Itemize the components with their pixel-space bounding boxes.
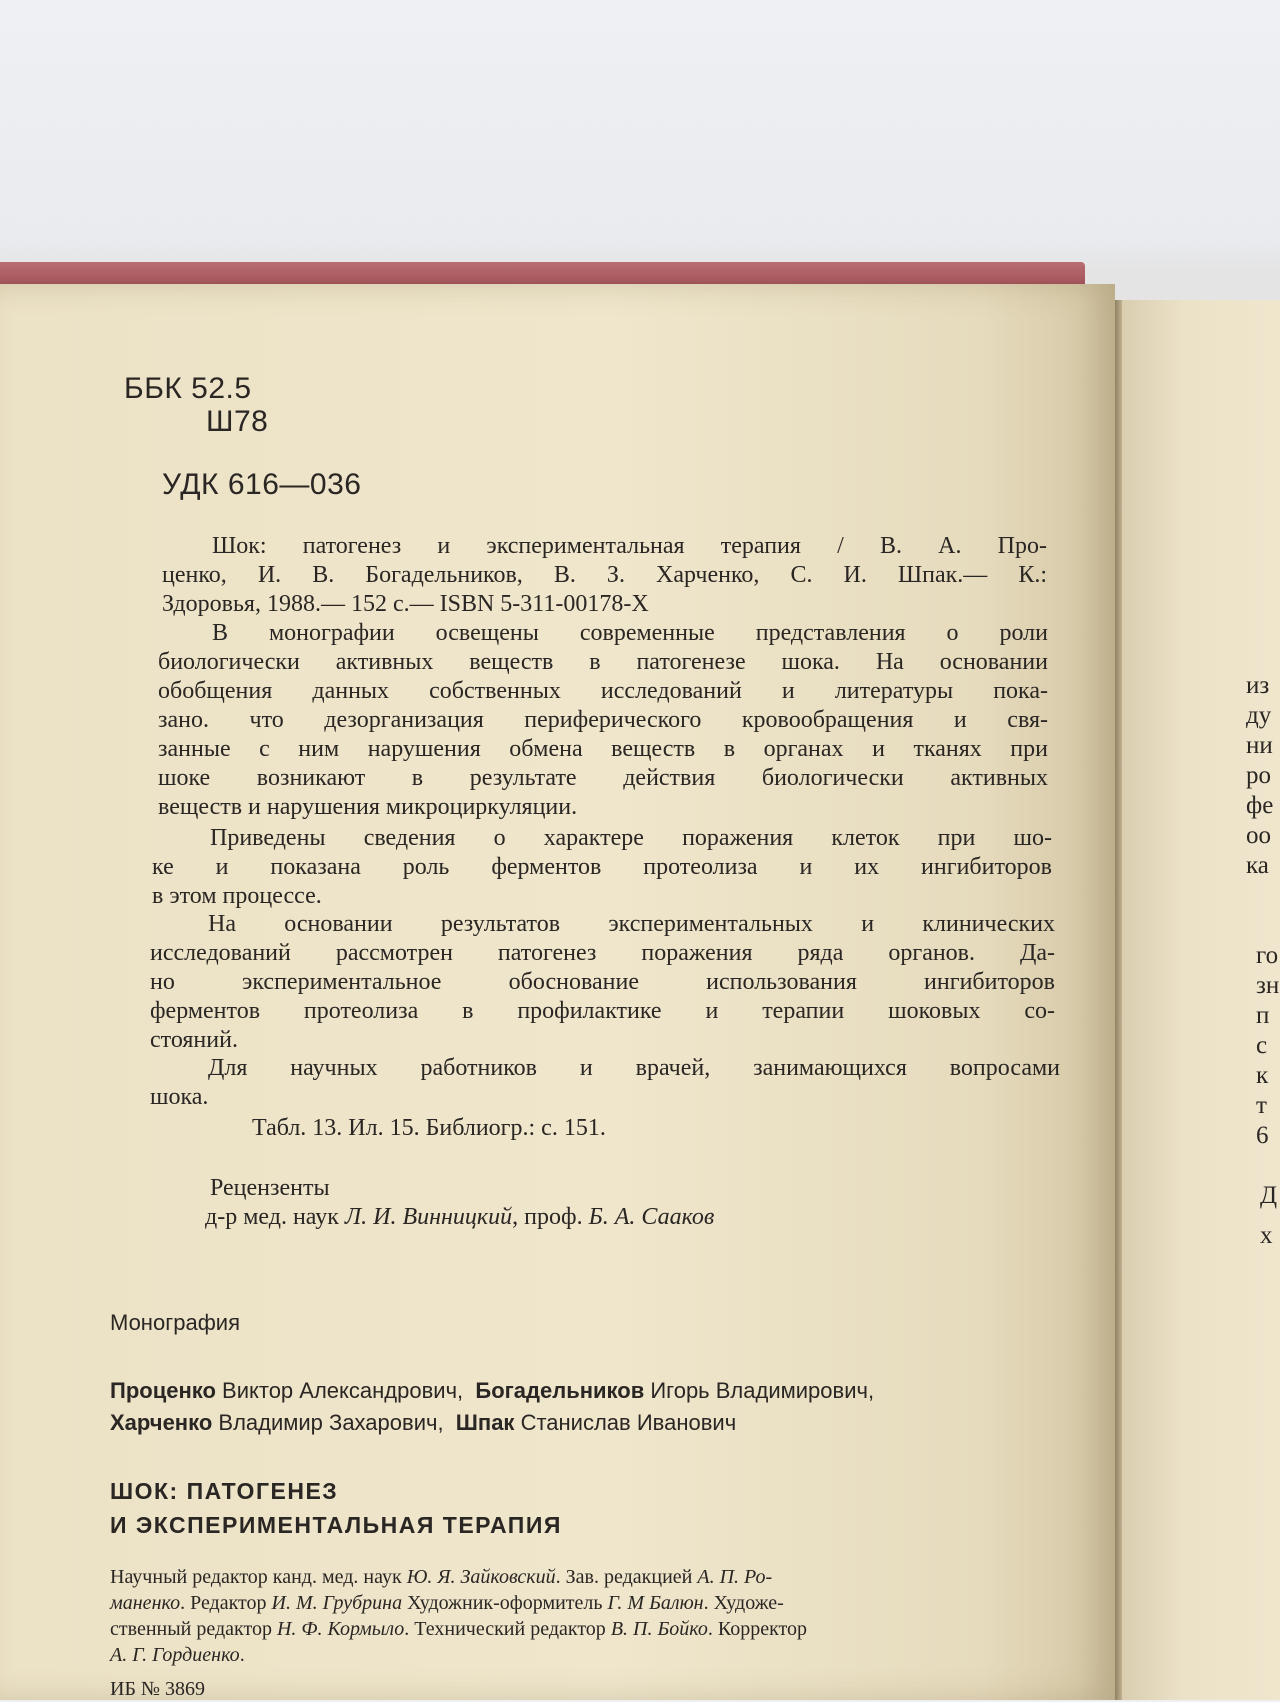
abstract-line: шоке возникают в результате действия биологически активных — [158, 765, 1048, 791]
editor-name: В. П. Бойко — [610, 1618, 708, 1640]
abstract-line: исследований рассмотрен патогенез поражения ряда органов. Да- — [150, 940, 1055, 966]
editors-line-1 — [110, 1564, 1110, 1590]
right-page-fragment: фе — [1246, 792, 1274, 819]
tables-figures-line: Табл. 13. Ил. 15. Библиогр.: с. 151. — [252, 1115, 606, 1141]
editor-name: Г. М Балюн — [607, 1592, 704, 1614]
editors-text: . Технический редактор — [404, 1618, 606, 1640]
right-page-fragment: к — [1256, 1062, 1269, 1089]
reviewers-heading: Рецензенты — [210, 1175, 330, 1201]
reviewers-middle: , проф. — [512, 1204, 583, 1230]
right-page-fragment: ни — [1246, 732, 1273, 759]
editor-name: Н. Ф. Кормыло — [276, 1618, 405, 1640]
right-page-fragment: зн — [1256, 972, 1280, 999]
editors-text: . Редактор — [180, 1592, 267, 1614]
abstract-line: веществ и нарушения микроциркуляции. — [158, 794, 578, 820]
editors-text: . Художе- — [703, 1592, 784, 1614]
right-page-fragment: т — [1256, 1092, 1267, 1119]
bbk-code: ББК 52.5 — [124, 372, 252, 405]
author-surname: Шпак — [455, 1410, 515, 1435]
editor-name: А. П. Ро- — [697, 1566, 773, 1588]
citation-line: Здоровья, 1988.— 152 с.— ISBN 5-311-00178-Х — [162, 591, 649, 617]
abstract-line: в этом процессе. — [152, 883, 322, 909]
author-name: Виктор Александрович — [222, 1378, 458, 1403]
abstract-line: Приведены сведения о характере поражения клеток при шо- — [210, 825, 1052, 851]
editors-line-4 — [110, 1642, 245, 1668]
abstract-line: стояний. — [150, 1027, 238, 1053]
genre-label: Монография — [110, 1310, 240, 1335]
right-page-fragment: х — [1260, 1222, 1273, 1249]
author-name: Владимир Захарович — [218, 1410, 438, 1435]
abstract-line: Для научных работников и врачей, занимающихся вопросами — [208, 1055, 1060, 1081]
citation-line: Шок: патогенез и экспериментальная терапия / В. А. Про- — [212, 533, 1047, 559]
abstract-line: зано. что дезорганизация периферического кровообращения и свя- — [158, 707, 1048, 733]
abstract-line: занные с ним нарушения обмена веществ в органах и тканях при — [158, 736, 1048, 762]
right-page-fragment: п — [1256, 1002, 1270, 1029]
right-page-fragment: 6 — [1256, 1122, 1269, 1149]
author-sign: Ш78 — [206, 405, 269, 438]
editors-text: . Зав. редакцией — [555, 1566, 693, 1588]
reviewer-name: Л. И. Винницкий — [344, 1204, 513, 1230]
abstract-line: ке и показана роль ферментов протеолиза и их ингибиторов — [152, 854, 1052, 880]
right-page-fragment: го — [1256, 942, 1279, 969]
editors-line-3 — [110, 1616, 807, 1642]
reviewer-name: Б. А. Сааков — [588, 1204, 715, 1230]
abstract-paragraph-4 — [150, 1054, 1060, 1112]
editors-text: . Корректор — [707, 1618, 808, 1640]
editor-name: Ю. Я. Зайковский — [406, 1566, 556, 1588]
abstract-line: В монографии освещены современные представления о роли — [212, 620, 1048, 646]
abstract-line: На основании результатов экспериментальных и клинических — [208, 911, 1055, 937]
reviewers-line — [205, 1203, 714, 1232]
citation-block — [162, 532, 1047, 619]
abstract-paragraph-1 — [158, 619, 1048, 822]
abstract-paragraph-2 — [152, 824, 1052, 911]
authors-line-1: Проценко Виктор Александрович, Богадельников Игорь Владимирович, — [110, 1378, 875, 1403]
right-page-fragment: ду — [1246, 702, 1272, 729]
ib-number: ИБ № 3869 — [110, 1678, 206, 1700]
author-surname: Богадельников — [475, 1378, 645, 1403]
abstract-line: ферментов протеолиза в профилактике и терапии шоковых со- — [150, 998, 1055, 1024]
right-page-fragment: с — [1256, 1032, 1268, 1059]
abstract-line: но экспериментальное обоснование использования ингибиторов — [150, 969, 1055, 995]
abstract-paragraph-3 — [150, 910, 1055, 1055]
editors-text: ственный редактор — [110, 1618, 272, 1640]
editors-line-2 — [110, 1590, 784, 1616]
author-surname: Проценко — [110, 1378, 216, 1403]
citation-line: ценко, И. В. Богадельников, В. З. Харченко, С. И. Шпак.— К.: — [162, 562, 1047, 588]
right-page-fragment: ка — [1246, 852, 1269, 879]
author-surname: Харченко — [110, 1410, 213, 1435]
editors-text: . — [239, 1644, 245, 1666]
editor-name: И. М. Грубрина — [271, 1592, 403, 1614]
editor-name: маненко — [110, 1592, 181, 1614]
right-page-fragment: из — [1246, 672, 1270, 699]
reviewers-prefix: д-р мед. наук — [205, 1204, 339, 1230]
right-page — [1120, 300, 1280, 1700]
udk-code: УДК 616—036 — [162, 468, 362, 501]
authors-line-2: Харченко Владимир Захарович, Шпак Станислав Иванович — [110, 1410, 737, 1435]
book-title-line-2: И ЭКСПЕРИМЕНТАЛЬНАЯ ТЕРАПИЯ — [110, 1512, 562, 1538]
author-name: Станислав Иванович — [520, 1410, 737, 1435]
book-title-line-1: ШОК: ПАТОГЕНЕЗ — [110, 1478, 339, 1504]
editors-text: Художник-оформитель — [407, 1592, 603, 1614]
right-page-fragment: оо — [1246, 822, 1271, 849]
right-page-fragment: ро — [1246, 762, 1271, 789]
author-name: Игорь Владимирович — [650, 1378, 868, 1403]
abstract-line: шока. — [150, 1084, 209, 1110]
editor-name: А. Г. Гордиенко — [110, 1644, 240, 1666]
right-page-fragment: Д — [1260, 1182, 1278, 1209]
editors-text: Научный редактор канд. мед. наук — [110, 1566, 402, 1588]
abstract-line: обобщения данных собственных исследований и литературы пока- — [158, 678, 1048, 704]
abstract-line: биологически активных веществ в патогенезе шока. На основании — [158, 649, 1048, 675]
